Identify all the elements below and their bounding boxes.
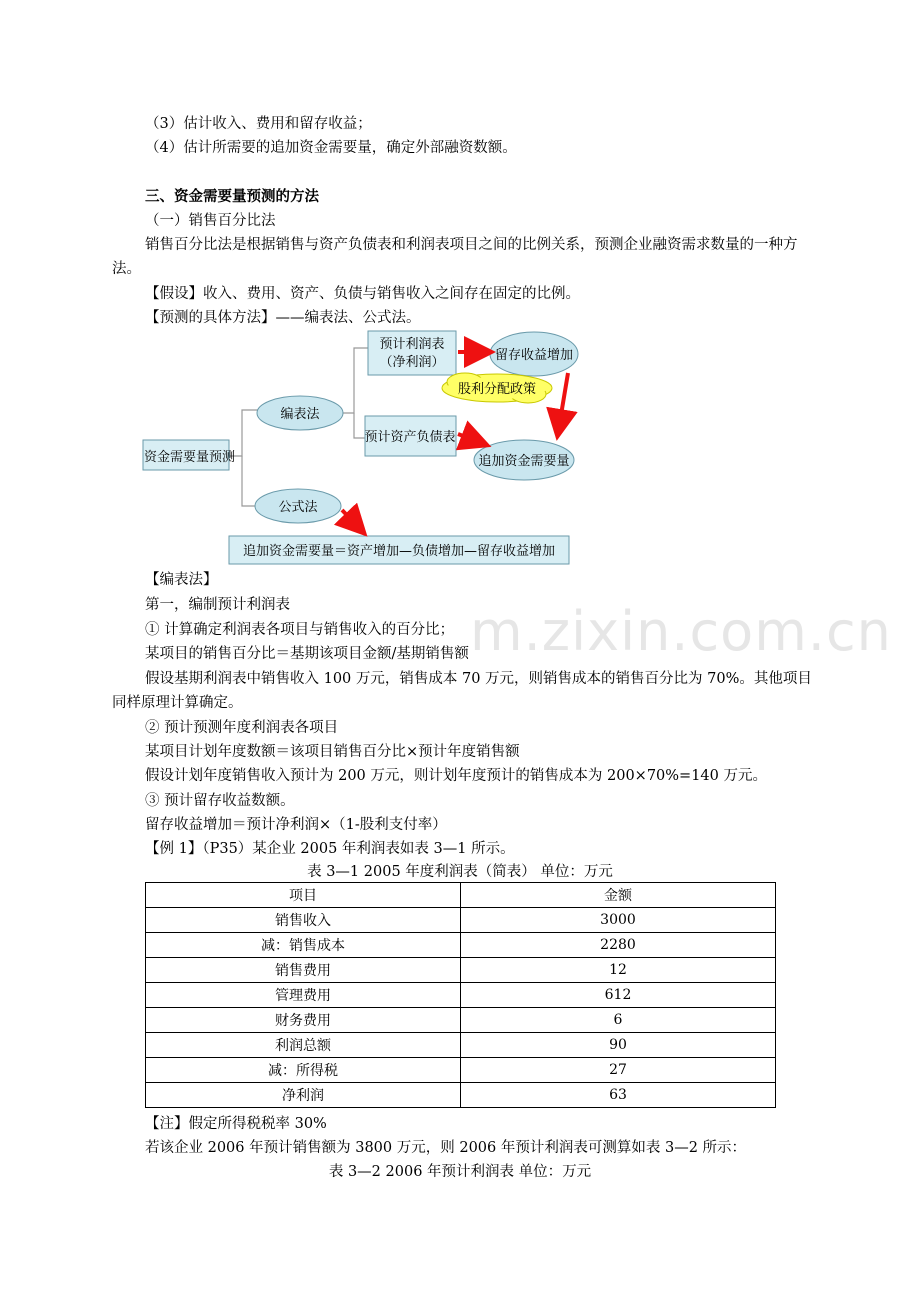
intro-step-4: （4）估计所需要的追加资金需要量，确定外部融资数额。 xyxy=(145,140,517,156)
table-header-row xyxy=(146,883,776,908)
income-statement-line1: 预计利润表 xyxy=(379,337,445,352)
methods-text: 【预测的具体方法】——编表法、公式法。 xyxy=(145,310,421,326)
step-1: 第一，编制预计利润表 xyxy=(145,597,290,613)
retained-earnings-label: 留存收益增加 xyxy=(494,348,574,363)
item-2: ② 预计预测年度利润表各项目 xyxy=(145,720,339,736)
row-label: 销售收入 xyxy=(146,908,461,933)
diagram-root-label: 资金需要量预测 xyxy=(144,450,236,465)
assumption-text: 【假设】收入、费用、资产、负债与销售收入之间存在固定的比例。 xyxy=(145,286,580,302)
row-label: 减：所得税 xyxy=(146,1058,461,1083)
table-method-heading: 【编表法】 xyxy=(145,572,218,588)
tax-note: 【注】假定所得税税率 30% xyxy=(145,1116,327,1132)
intro-step-3: （3）估计收入、费用和留存收益； xyxy=(145,116,372,132)
table-row xyxy=(146,1008,776,1033)
table-2-caption: 表 3—2 2006 年预计利润表 单位：万元 xyxy=(328,1164,592,1180)
row-value: 90 xyxy=(461,1033,776,1058)
row-value: 2280 xyxy=(461,933,776,958)
table-row xyxy=(146,908,776,933)
row-value: 27 xyxy=(461,1058,776,1083)
table-row xyxy=(146,958,776,983)
plan-formula: 某项目计划年度数额＝该项目销售百分比×预计年度销售额 xyxy=(145,744,520,760)
header-item: 项目 xyxy=(146,883,461,908)
section-heading: 三、资金需要量预测的方法 xyxy=(145,188,319,205)
row-label: 管理费用 xyxy=(146,983,461,1008)
row-value: 6 xyxy=(461,1008,776,1033)
row-label: 净利润 xyxy=(146,1083,461,1108)
row-label: 财务费用 xyxy=(146,1008,461,1033)
income-statement-line2: （净利润） xyxy=(379,355,445,370)
dividend-policy-label: 股利分配政策 xyxy=(457,382,537,397)
table-row xyxy=(146,1083,776,1108)
row-value: 3000 xyxy=(461,908,776,933)
table-row xyxy=(146,1058,776,1083)
example-1: 【例 1】（P35）某企业 2005 年利润表如表 3—1 所示。 xyxy=(145,841,515,857)
row-value: 612 xyxy=(461,983,776,1008)
retained-formula: 留存收益增加＝预计净利润×（1-股利支付率） xyxy=(145,817,447,833)
table-row xyxy=(146,983,776,1008)
method-diagram xyxy=(0,328,920,568)
income-statement-table xyxy=(145,882,776,1108)
row-label: 减：销售成本 xyxy=(146,933,461,958)
table-row xyxy=(146,933,776,958)
table-method-label: 编表法 xyxy=(280,407,320,422)
row-label: 利润总额 xyxy=(146,1033,461,1058)
row-value: 12 xyxy=(461,958,776,983)
header-amount: 金额 xyxy=(461,883,776,908)
table-1-caption: 表 3—1 2005 年度利润表（简表） 单位：万元 xyxy=(307,864,613,880)
watermark: m.zixin.com.cn xyxy=(470,600,892,663)
row-value: 63 xyxy=(461,1083,776,1108)
item-1: ① 计算确定利润表各项目与销售收入的百分比； xyxy=(145,622,455,638)
definition-paragraph: 销售百分比法是根据销售与资产负债表和利润表项目之间的比例关系，预测企业融资需求数量的一种方法。 xyxy=(112,237,798,277)
percentage-example: 假设基期利润表中销售收入 100 万元，销售成本 70 万元，则销售成本的销售百分比为 70%。其他项目同样原理计算确定。 xyxy=(112,671,812,711)
table-row xyxy=(146,1033,776,1058)
forecast-text: 若该企业 2006 年预计销售额为 3800 万元，则 2006 年预计利润表可测算如表 3—2 所示： xyxy=(145,1140,747,1156)
balance-sheet-label: 预计资产负债表 xyxy=(364,430,456,445)
row-label: 销售费用 xyxy=(146,958,461,983)
percentage-formula: 某项目的销售百分比＝基期该项目金额/基期销售额 xyxy=(145,646,469,662)
section-subheading: （一）销售百分比法 xyxy=(145,213,276,229)
formula-label: 追加资金需要量＝资产增加—负债增加—留存收益增加 xyxy=(242,544,556,559)
formula-method-label: 公式法 xyxy=(278,500,318,515)
plan-example: 假设计划年度销售收入预计为 200 万元，则计划年度预计的销售成本为 200×70%=140 万元。 xyxy=(145,768,767,784)
item-3: ③ 预计留存收益数额。 xyxy=(145,793,295,809)
additional-need-label: 追加资金需要量 xyxy=(478,454,570,469)
